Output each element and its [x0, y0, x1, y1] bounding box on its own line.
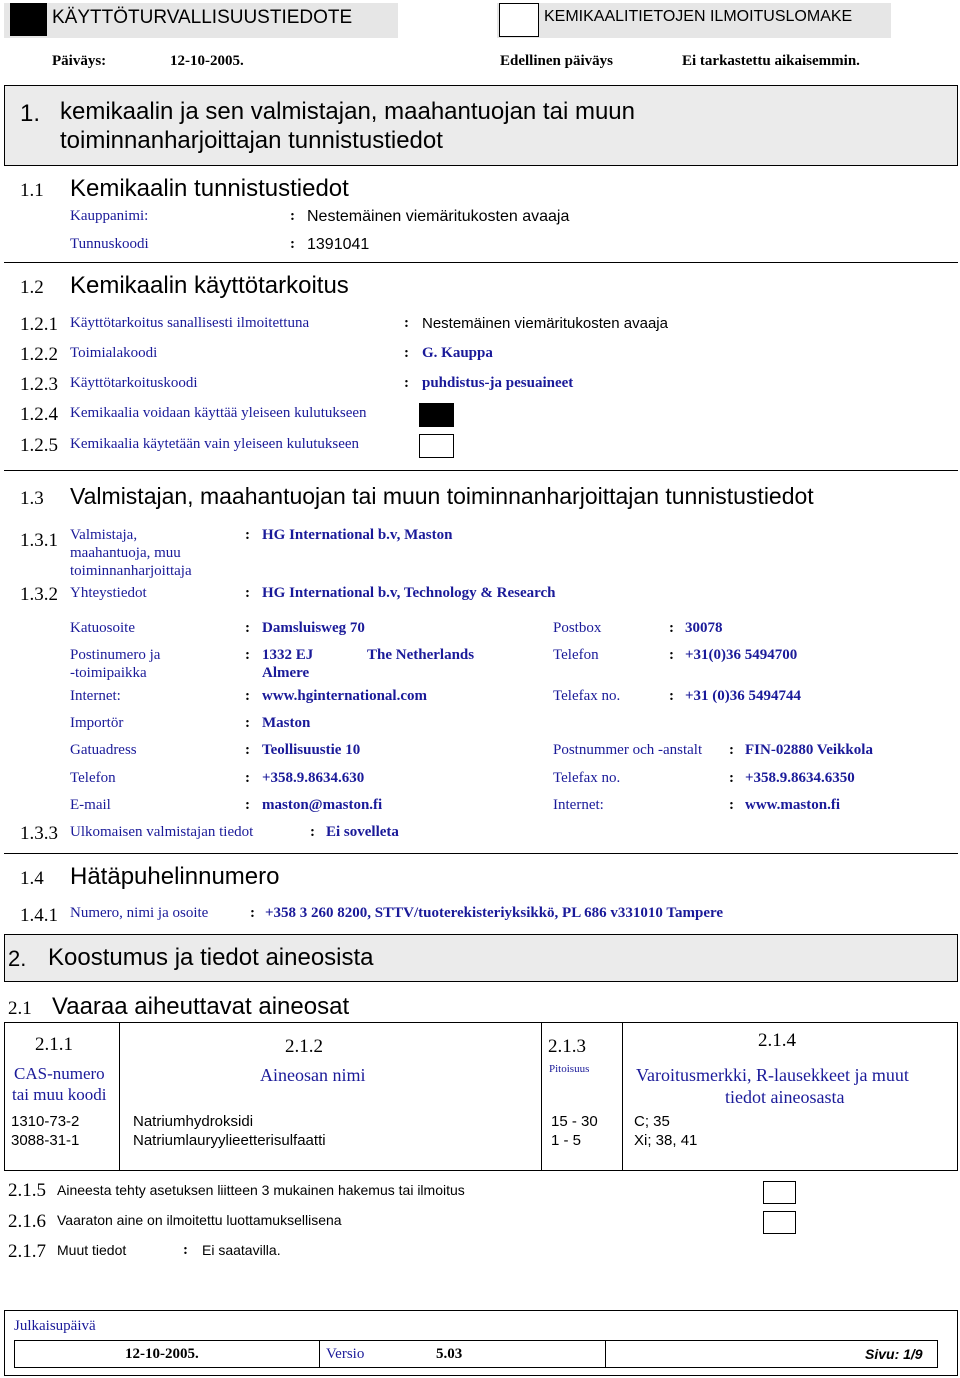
footer-divider [319, 1340, 320, 1368]
divider [4, 262, 958, 263]
row2-hazard: Xi; 38, 41 [634, 1132, 698, 1149]
code-label: Tunnuskoodi [70, 236, 149, 252]
row2-conc: 1 - 5 [551, 1132, 582, 1149]
r133-value: Ei sovelleta [326, 824, 399, 840]
street-label: Katuosoite [70, 620, 135, 636]
colon: : [310, 824, 315, 840]
importer-value: Maston [262, 715, 311, 731]
r216-checkbox[interactable] [763, 1211, 796, 1234]
r133-number: 1.3.3 [20, 823, 58, 844]
col1-header-l2: tai muu koodi [12, 1085, 107, 1104]
internet2-value[interactable]: www.maston.fi [745, 797, 841, 813]
r141-value: +358 3 260 8200, STTV/tuoterekisteriyksikkö, PL 686 v331010 Tampere [265, 905, 724, 921]
colon: : [245, 647, 250, 663]
divider [4, 470, 958, 471]
col3-number: 2.1.3 [548, 1036, 586, 1057]
s1-3-title: Valmistajan, maahantuojan tai muun toiminnanharjoittajan tunnistustiedot [70, 483, 814, 509]
r131-label-l2: maahantuoja, muu [70, 545, 181, 561]
r215-checkbox[interactable] [763, 1181, 796, 1204]
colon: : [404, 345, 409, 361]
r125-checkbox[interactable] [419, 434, 454, 458]
section1-title-line2: toiminnanharjoittajan tunnistustiedot [60, 127, 443, 154]
r123-value: puhdistus-ja pesuaineet [422, 375, 574, 391]
colon: : [729, 742, 734, 758]
colon: : [669, 647, 674, 663]
colon: : [245, 715, 250, 731]
r217-label: Muut tiedot [57, 1242, 127, 1258]
colon: : [245, 527, 250, 543]
postbox-label: Postbox [553, 620, 602, 636]
s2-1-title: Vaaraa aiheuttavat aineosat [52, 993, 350, 1020]
r124-label: Kemikaalia voidaan käyttää yleiseen kulutukseen [70, 405, 367, 421]
colon: : [245, 742, 250, 758]
section1-title-line1: kemikaalin ja sen valmistajan, maahantuojan tai muun [60, 98, 635, 125]
r141-number: 1.4.1 [20, 905, 58, 926]
footer-divider [605, 1340, 606, 1368]
header-black-square [10, 3, 47, 36]
postbox-value: 30078 [685, 620, 723, 636]
form-title: KEMIKAALITIETOJEN ILMOITUSLOMAKE [544, 8, 853, 25]
colon: : [245, 770, 250, 786]
importer-label: Importör [70, 715, 124, 731]
colon: : [669, 620, 674, 636]
r216-label: Vaaraton aine on ilmoitettu luottamuksellisena [57, 1212, 342, 1228]
internet-label: Internet: [70, 688, 121, 704]
r122-value: G. Kauppa [422, 345, 493, 361]
s1-1-title: Kemikaalin tunnistustiedot [70, 175, 349, 202]
r121-value: Nestemäinen viemäritukosten avaaja [422, 315, 668, 332]
section1-number: 1. [20, 100, 41, 127]
trade-name-value: Nestemäinen viemäritukosten avaaja [307, 208, 570, 225]
r131-number: 1.3.1 [20, 530, 58, 551]
row1-hazard: C; 35 [634, 1113, 670, 1130]
r123-label: Käyttötarkoituskoodi [70, 375, 198, 391]
col2-number: 2.1.2 [285, 1036, 323, 1057]
row1-name: Natriumhydroksidi [133, 1113, 254, 1130]
r217-number: 2.1.7 [8, 1241, 46, 1262]
colon: : [290, 208, 295, 224]
colon: : [245, 797, 250, 813]
postal-label-l2: -toimipaikka [70, 665, 147, 681]
r131-value: HG International b.v, Maston [262, 527, 453, 543]
s1-2-title: Kemikaalin käyttötarkoitus [70, 272, 349, 299]
email-value[interactable]: maston@maston.fi [262, 797, 383, 813]
date-label: Päiväys: [52, 53, 107, 69]
r122-label: Toimialakoodi [70, 345, 158, 361]
tel2-value: +358.9.8634.630 [262, 770, 365, 786]
row1-cas: 1310-73-2 [11, 1113, 80, 1130]
colon: : [183, 1242, 188, 1258]
version-label: Versio [326, 1346, 365, 1362]
pub-date-label: Julkaisupäivä [14, 1318, 96, 1334]
street-value: Damsluisweg 70 [262, 620, 365, 636]
colon: : [669, 688, 674, 704]
prev-date-label: Edellinen päiväys [500, 53, 613, 69]
phone-value: +31(0)36 5494700 [685, 647, 798, 663]
colon: : [404, 315, 409, 331]
postal-label-l1: Postinumero ja [70, 647, 161, 663]
r141-label: Numero, nimi ja osoite [70, 905, 209, 921]
gatu-label: Gatuadress [70, 742, 137, 758]
colon: : [290, 236, 295, 252]
table-col-divider [622, 1022, 623, 1171]
r215-label: Aineesta tehty asetuksen liitteen 3 mukainen hakemus tai ilmoitus [57, 1182, 465, 1198]
col4-number: 2.1.4 [758, 1030, 796, 1051]
r121-label: Käyttötarkoitus sanallisesti ilmoitettuna [70, 315, 310, 331]
col4-header-l2: tiedot aineosasta [725, 1087, 845, 1107]
email-label: E-mail [70, 797, 111, 813]
r121-number: 1.2.1 [20, 314, 58, 335]
date-value: 12-10-2005. [170, 53, 244, 69]
prev-date-value: Ei tarkastettu aikaisemmin. [682, 53, 860, 69]
r131-label-l3: toiminnanharjoittaja [70, 563, 192, 579]
doc-title: KÄYTTÖTURVALLISUUSTIEDOTE [52, 7, 353, 28]
s1-3-number: 1.3 [20, 488, 44, 509]
r215-number: 2.1.5 [8, 1180, 46, 1201]
postal-city: Almere [262, 665, 310, 681]
internet2-label: Internet: [553, 797, 604, 813]
row2-name: Natriumlauryylieetterisulfaatti [133, 1132, 326, 1149]
s1-1-number: 1.1 [20, 180, 44, 201]
postal-value: 1332 EJ [262, 647, 314, 663]
row1-conc: 15 - 30 [551, 1113, 598, 1130]
r132-label: Yhteystiedot [70, 585, 147, 601]
pub-date-value: 12-10-2005. [125, 1346, 199, 1362]
tel2-label: Telefon [70, 770, 116, 786]
colon: : [404, 375, 409, 391]
col3-header: Pitoisuus [549, 1063, 590, 1075]
s2-1-number: 2.1 [8, 998, 32, 1019]
r217-value: Ei saatavilla. [202, 1242, 281, 1258]
postnr-value: FIN-02880 Veikkola [745, 742, 873, 758]
r133-label: Ulkomaisen valmistajan tiedot [70, 824, 254, 840]
colon: : [245, 688, 250, 704]
colon: : [729, 797, 734, 813]
col1-number: 2.1.1 [35, 1034, 73, 1055]
phone-label: Telefon [553, 647, 599, 663]
r123-number: 1.2.3 [20, 374, 58, 395]
r132-number: 1.3.2 [20, 584, 58, 605]
fax2-label: Telefax no. [553, 770, 621, 786]
r216-number: 2.1.6 [8, 1211, 46, 1232]
divider [4, 853, 958, 854]
r131-label-l1: Valmistaja, [70, 527, 138, 543]
trade-name-label: Kauppanimi: [70, 208, 149, 224]
table-col-divider [119, 1022, 120, 1171]
r132-value: HG International b.v, Technology & Research [262, 585, 556, 601]
s1-2-number: 1.2 [20, 277, 44, 298]
colon: : [245, 620, 250, 636]
gatu-value: Teollisuustie 10 [262, 742, 361, 758]
col4-header-l1: Varoitusmerkki, R-lausekkeet ja muut [636, 1065, 909, 1085]
r125-number: 1.2.5 [20, 435, 58, 456]
s1-4-title: Hätäpuhelinnumero [70, 863, 280, 890]
version-value: 5.03 [436, 1346, 463, 1362]
r125-label: Kemikaalia käytetään vain yleiseen kulutukseen [70, 436, 360, 452]
form-checkbox[interactable] [499, 3, 539, 37]
internet-value[interactable]: www.hginternational.com [262, 688, 427, 704]
fax-label: Telefax no. [553, 688, 621, 704]
r124-checkbox-checked[interactable] [419, 403, 454, 427]
page-number: Sivu: 1/9 [865, 1346, 923, 1362]
section2-title: Koostumus ja tiedot aineosista [48, 944, 374, 971]
col2-header: Aineosan nimi [260, 1065, 366, 1085]
r124-number: 1.2.4 [20, 404, 58, 425]
colon: : [245, 585, 250, 601]
colon: : [729, 770, 734, 786]
col1-header-l1: CAS-numero [14, 1064, 105, 1083]
postnr-label: Postnummer och -anstalt [553, 742, 703, 758]
s1-4-number: 1.4 [20, 868, 44, 889]
section2-number: 2. [8, 946, 27, 971]
fax-value: +31 (0)36 5494744 [685, 688, 802, 704]
postal-country: The Netherlands [367, 647, 475, 663]
table-col-divider [541, 1022, 542, 1171]
code-value: 1391041 [307, 236, 370, 253]
row2-cas: 3088-31-1 [11, 1132, 80, 1149]
fax2-value: +358.9.8634.6350 [745, 770, 855, 786]
r122-number: 1.2.2 [20, 344, 58, 365]
colon: : [250, 905, 255, 921]
